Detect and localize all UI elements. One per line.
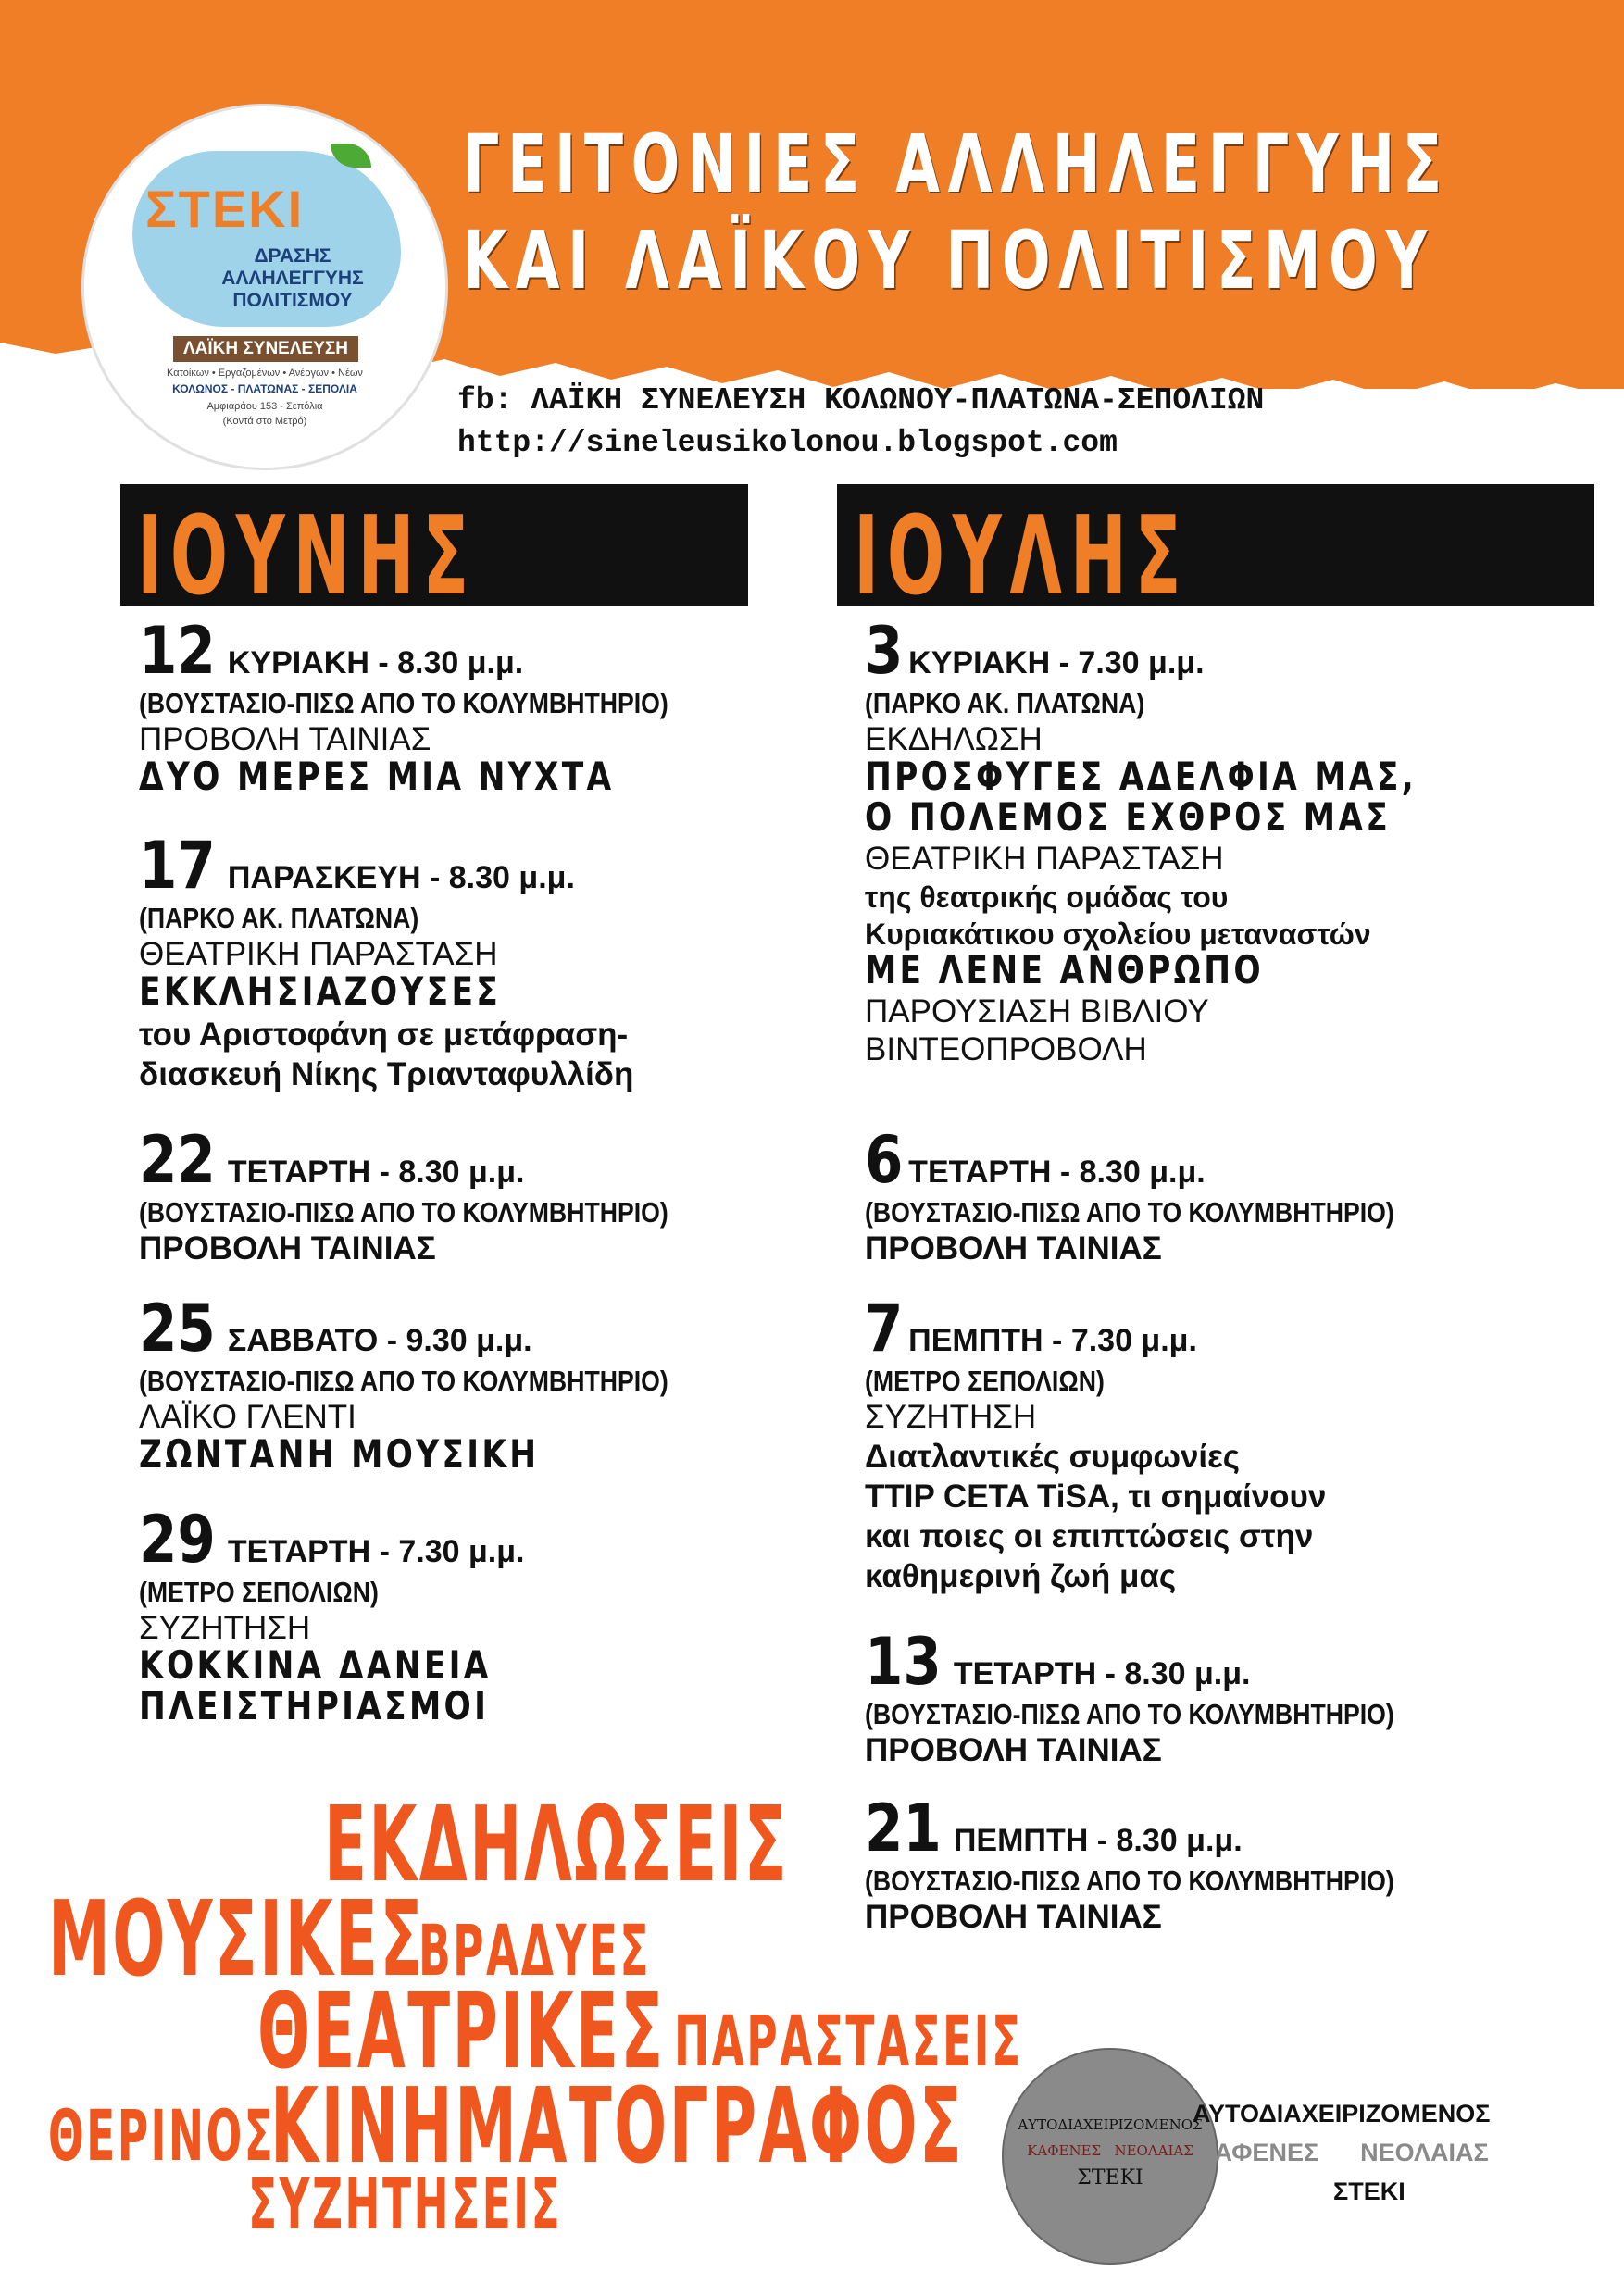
steki-logo <box>81 104 448 470</box>
month-june: ΙΟΥΝΗΣ <box>137 492 477 619</box>
event-category: ΘΕΑΤΡΙΚΗ ΠΑΡΑΣΤΑΣΗ <box>139 936 498 972</box>
logo-line-3: Αμφιαράου 153 - Σεπόλια <box>206 401 323 412</box>
event-day: 3 <box>865 613 904 689</box>
event-desc-1: Διατλαντικές συμφωνίες <box>865 1439 1240 1475</box>
event-june-12 <box>139 613 755 799</box>
event-june-25 <box>139 1291 755 1477</box>
promo-cinema: ΚΙΝΗΜΑΤΟΓΡΑΦΟΣ <box>270 2066 965 2187</box>
event-when: ΤΕΤΑΡΤΗ - 8.30 μ.μ. <box>953 1656 1251 1691</box>
event-june-29 <box>139 1502 568 1728</box>
promo-evenings: ΒΡΑΔΥΕΣ <box>418 1909 651 1991</box>
event-category: ΣΥΖΗΤΗΣΗ <box>139 1610 311 1646</box>
logo-name: ΣΤΕΚΙ <box>145 180 305 238</box>
event-location: (ΒΟΥΣΤΑΣΙΟ-ΠΙΣΩ ΑΠΟ ΤΟ ΚΟΛΥΜΒΗΤΗΡΙΟ) <box>139 687 668 719</box>
event-when: ΣΑΒΒΑΤΟ - 9.30 μ.μ. <box>227 1323 532 1358</box>
promo-discussions: ΣΥΖΗΤΗΣΕΙΣ <box>248 2163 563 2245</box>
event-category: ΛΑΪΚΟ ΓΛΕΝΤΙ <box>139 1399 356 1435</box>
event-category: ΠΡΟΒΟΛΗ ΤΑΙΝΙΑΣ <box>139 721 431 757</box>
event-day: 6 <box>865 1122 904 1198</box>
footer-line-1: ΑΥΤΟΔΙΑΧΕΙΡΙΖΟΜΕΝΟΣ <box>1193 2100 1491 2128</box>
promo-performances: ΠΑΡΑΣΤΑΣΕΙΣ <box>674 2000 1023 2082</box>
event-when: ΤΕΤΑΡΤΗ - 8.30 μ.μ. <box>908 1154 1206 1190</box>
event-desc-2: TTIP CETA TiSA, τι σημαίνουν <box>865 1479 1327 1515</box>
event-july-6 <box>865 1122 1480 1267</box>
event-day: 17 <box>139 828 216 904</box>
event-location: (ΒΟΥΣΤΑΣΙΟ-ΠΙΣΩ ΑΠΟ ΤΟ ΚΟΛΥΜΒΗΤΗΡΙΟ) <box>865 1698 1394 1730</box>
facebook-line: fb: ΛΑΪΚΗ ΣΥΝΕΛΕΥΣΗ ΚΟΛΩΝΟΥ-ΠΛΑΤΩΝΑ-ΣΕΠΟΛΙΩΝ <box>457 383 1265 418</box>
logo-subtitle: ΔΡΑΣΗΣ ΑΛΛΗΛΕΓΓΥΗΣ ΠΟΛΙΤΙΣΜΟΥ <box>221 245 364 311</box>
event-when: ΠΕΜΠΤΗ - 7.30 μ.μ. <box>908 1323 1197 1358</box>
event-location: (ΠΑΡΚΟ ΑΚ. ΠΛΑΤΩΝΑ) <box>865 687 1145 719</box>
event-day: 12 <box>139 613 216 689</box>
logo-band: ΛΑΪΚΗ ΣΥΝΕΛΕΥΣΗ <box>173 336 358 362</box>
event-desc-3: και ποιες οι επιπτώσεις στην <box>865 1518 1314 1554</box>
footer-line-2: ΚΑΦΕΝΕΣ ΝΕΟΛΑΙΑΣ <box>1196 2139 1489 2166</box>
promo-events: ΕΚΔΗΛΩΣΕΙΣ <box>324 1785 790 1905</box>
event-june-17 <box>139 828 634 1092</box>
event-location: (ΒΟΥΣΤΑΣΙΟ-ΠΙΣΩ ΑΠΟ ΤΟ ΚΟΛΥΜΒΗΤΗΡΙΟ) <box>865 1865 1394 1897</box>
event-category-3: ΠΑΡΟΥΣΙΑΣΗ ΒΙΒΛΙΟΥ <box>865 993 1209 1029</box>
event-desc-2: διασκευή Νίκης Τριανταφυλλίδη <box>139 1056 634 1092</box>
event-title: ΖΩΝΤΑΝΗ ΜΟΥΣΙΚΗ <box>139 1431 540 1477</box>
badge-line-1: ΑΥΤΟΔΙΑΧΕΙΡΙΖΟΜΕΝΟΣ <box>1018 2116 1203 2133</box>
month-bar-july <box>837 484 1594 619</box>
event-title-3: ΜΕ ΛΕΝΕ ΑΝΘΡΩΠΟ <box>865 947 1264 992</box>
event-when: ΠΑΡΑΣΚΕΥΗ - 8.30 μ.μ. <box>227 860 575 895</box>
event-july-21 <box>865 1791 1480 1935</box>
event-category: ΠΡΟΒΟΛΗ ΤΑΙΝΙΑΣ <box>865 1732 1162 1768</box>
logo-line-4: (Κοντά στο Μετρό) <box>222 416 307 427</box>
event-category-4: ΒΙΝΤΕΟΠΡΟΒΟΛΗ <box>865 1031 1147 1067</box>
event-day: 7 <box>865 1291 904 1366</box>
promo-music: ΜΟΥΣΙΚΕΣ <box>48 1879 425 2000</box>
event-desc-2: Κυριακάτικου σχολείου μεταναστών <box>865 917 1371 951</box>
event-location: (ΒΟΥΣΤΑΣΙΟ-ΠΙΣΩ ΑΠΟ ΤΟ ΚΟΛΥΜΒΗΤΗΡΙΟ) <box>139 1365 668 1397</box>
footer-line-3: ΣΤΕΚΙ <box>1333 2177 1405 2205</box>
event-title: ΕΚΚΛΗΣΙΑΖΟΥΣΕΣ <box>139 968 502 1014</box>
event-location: (ΒΟΥΣΤΑΣΙΟ-ΠΙΣΩ ΑΠΟ ΤΟ ΚΟΛΥΜΒΗΤΗΡΙΟ) <box>865 1196 1394 1229</box>
event-category: ΣΥΖΗΤΗΣΗ <box>865 1399 1037 1435</box>
event-category: ΠΡΟΒΟΛΗ ΤΑΙΝΙΑΣ <box>865 1899 1162 1935</box>
event-day: 21 <box>865 1791 942 1866</box>
blog-url[interactable]: http://sineleusikolonou.blogspot.com <box>457 426 1118 460</box>
event-location: (ΒΟΥΣΤΑΣΙΟ-ΠΙΣΩ ΑΠΟ ΤΟ ΚΟΛΥΜΒΗΤΗΡΙΟ) <box>139 1196 668 1229</box>
promo-theatrical: ΘΕΑΤΡΙΚΕΣ <box>257 1972 666 2092</box>
badge-line-2: ΚΑΦΕΝΕΣ ΝΕΟΛΑΙΑΣ <box>1027 2142 1193 2159</box>
event-july-3 <box>865 613 1538 1067</box>
event-when: ΚΥΡΙΑΚΗ - 8.30 μ.μ. <box>227 645 524 680</box>
event-july-13 <box>865 1624 1480 1768</box>
event-category: ΠΡΟΒΟΛΗ ΤΑΙΝΙΑΣ <box>139 1230 436 1267</box>
event-location: (ΜΕΤΡΟ ΣΕΠΟΛΙΩΝ) <box>865 1365 1105 1397</box>
event-desc-1: του Αριστοφάνη σε μετάφραση- <box>139 1017 629 1053</box>
event-category: ΠΡΟΒΟΛΗ ΤΑΙΝΙΑΣ <box>865 1230 1162 1267</box>
logo-line-2: ΚΟΛΩΝΟΣ - ΠΛΑΤΩΝΑΣ - ΣΕΠΟΛΙΑ <box>172 382 357 395</box>
event-title-1: ΠΡΟΣΦΥΓΕΣ ΑΔΕΛΦΙΑ ΜΑΣ, <box>865 754 1417 799</box>
event-day: 22 <box>139 1122 216 1198</box>
event-when: ΠΕΜΠΤΗ - 8.30 μ.μ. <box>953 1823 1243 1858</box>
event-title-1: ΚΟΚΚΙΝΑ ΔΑΝΕΙΑ <box>139 1642 492 1688</box>
event-title-2: ΠΛΕΙΣΤΗΡΙΑΣΜΟΙ <box>139 1683 490 1728</box>
month-bar-june <box>120 484 748 619</box>
event-title: ΔΥΟ ΜΕΡΕΣ ΜΙΑ ΝΥΧΤΑ <box>139 754 615 799</box>
title-line-2: ΚΑΙ ΛΑΪΚΟΥ ΠΟΛΙΤΙΣΜΟΥ <box>463 215 1435 307</box>
event-category: ΕΚΔΗΛΩΣΗ <box>865 721 1043 757</box>
title-line-1: ΓΕΙΤΟΝΙΕΣ ΑΛΛΗΛΕΓΓΥΗΣ <box>463 119 1450 211</box>
badge-line-3: ΣΤΕΚΙ <box>1077 2166 1143 2190</box>
month-july: ΙΟΥΛΗΣ <box>854 492 1190 619</box>
event-day: 25 <box>139 1291 216 1366</box>
event-desc-4: καθημερινή ζωή μας <box>865 1558 1177 1594</box>
logo-line-1: Κατοίκων • Εργαζομένων • Ανέργων • Νέων <box>167 368 363 379</box>
event-when: ΚΥΡΙΑΚΗ - 7.30 μ.μ. <box>908 645 1205 680</box>
event-category-2: ΘΕΑΤΡΙΚΗ ΠΑΡΑΣΤΑΣΗ <box>865 841 1224 877</box>
event-location: (ΠΑΡΚΟ ΑΚ. ΠΛΑΤΩΝΑ) <box>139 902 419 934</box>
event-day: 13 <box>865 1624 942 1700</box>
event-title-2: Ο ΠΟΛΕΜΟΣ ΕΧΘΡΟΣ ΜΑΣ <box>865 794 1392 840</box>
event-desc-1: της θεατρικής ομάδας του <box>865 880 1229 914</box>
event-july-7 <box>865 1291 1327 1594</box>
event-when: ΤΕΤΑΡΤΗ - 7.30 μ.μ. <box>227 1534 525 1569</box>
event-location: (ΜΕΤΡΟ ΣΕΠΟΛΙΩΝ) <box>139 1576 379 1608</box>
kafenes-badge <box>1002 2048 1218 2265</box>
event-day: 29 <box>139 1502 216 1578</box>
event-june-22 <box>139 1122 755 1267</box>
promo-summer: ΘΕΡΙΝΟΣ <box>48 2094 276 2177</box>
event-when: ΤΕΤΑΡΤΗ - 8.30 μ.μ. <box>227 1154 525 1190</box>
